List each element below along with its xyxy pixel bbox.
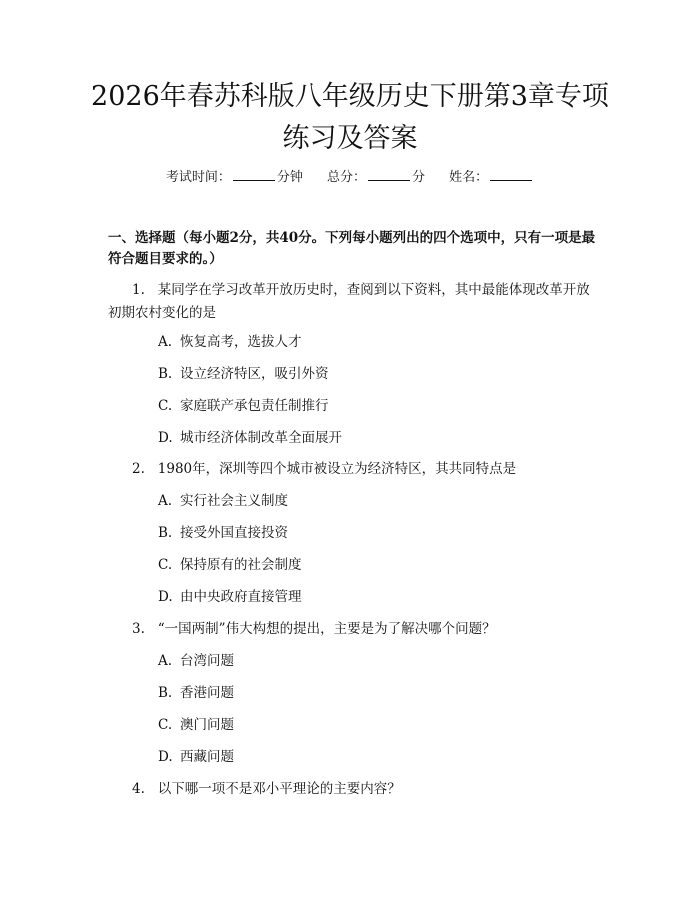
option-letter: D. xyxy=(158,589,173,605)
option-2c[interactable] xyxy=(158,555,302,575)
score-label: 总分： xyxy=(326,170,366,185)
option-3a[interactable] xyxy=(158,651,234,671)
score-unit: 分 xyxy=(412,170,426,185)
option-2d[interactable] xyxy=(158,587,302,607)
time-unit: 分钟 xyxy=(276,170,303,185)
exam-time xyxy=(166,168,303,188)
section-heading: 一、选择题（每小题2分，共40分。下列每小题列出的四个选项中，只有一项是最符合题目要求的。） xyxy=(108,230,596,267)
option-3d[interactable] xyxy=(158,747,234,767)
question-text: 1980年，深圳等四个城市被设立为经济特区，其共同特点是 xyxy=(157,461,517,477)
option-text: 由中央政府直接管理 xyxy=(180,589,302,605)
time-blank[interactable] xyxy=(233,168,275,181)
option-3b[interactable] xyxy=(158,683,234,703)
option-2b[interactable] xyxy=(158,523,288,543)
exam-name xyxy=(449,168,534,188)
option-text: 台湾问题 xyxy=(180,653,234,669)
option-1b[interactable] xyxy=(158,364,329,384)
question-2 xyxy=(108,458,603,481)
option-text: 城市经济体制改革全面展开 xyxy=(180,430,342,446)
option-letter: A. xyxy=(158,334,173,350)
page-title-line1: 2026年春苏科版八年级历史下册第3章专项 xyxy=(91,81,609,112)
option-text: 保持原有的社会制度 xyxy=(180,557,302,573)
option-letter: D. xyxy=(158,430,173,446)
option-text: 澳门问题 xyxy=(180,717,234,733)
exam-meta xyxy=(0,168,700,188)
option-letter: C. xyxy=(158,557,173,573)
question-4 xyxy=(108,778,603,801)
option-1a[interactable] xyxy=(158,332,302,352)
option-1d[interactable] xyxy=(158,428,342,448)
name-label: 姓名： xyxy=(449,170,489,185)
question-number: 3. xyxy=(132,621,145,637)
option-text: 恢复高考，选拔人才 xyxy=(180,334,302,350)
option-letter: C. xyxy=(158,398,173,414)
option-letter: C. xyxy=(158,717,173,733)
question-number: 1. xyxy=(132,282,145,298)
question-number: 2. xyxy=(132,461,145,477)
question-3 xyxy=(108,618,603,641)
option-letter: B. xyxy=(158,366,173,382)
option-3c[interactable] xyxy=(158,715,234,735)
option-text: 实行社会主义制度 xyxy=(180,493,288,509)
question-number: 4. xyxy=(132,781,145,797)
option-text: 家庭联产承包责任制推行 xyxy=(180,398,329,414)
option-letter: B. xyxy=(158,685,173,701)
time-label: 考试时间： xyxy=(165,170,231,185)
page-title-line2: 练习及答案 xyxy=(282,123,418,154)
option-letter: D. xyxy=(158,749,173,765)
option-1c[interactable] xyxy=(158,396,329,416)
exam-score xyxy=(327,168,425,188)
option-letter: B. xyxy=(158,525,173,541)
question-1 xyxy=(108,279,603,325)
name-blank[interactable] xyxy=(490,168,532,181)
option-letter: A. xyxy=(158,493,173,509)
option-text: 设立经济特区，吸引外资 xyxy=(180,366,329,382)
score-blank[interactable] xyxy=(368,168,410,181)
option-text: 接受外国直接投资 xyxy=(180,525,288,541)
option-2a[interactable] xyxy=(158,491,288,511)
question-text: 某同学在学习改革开放历史时，查阅到以下资料，其中最能体现改革开放初期农村变化的是 xyxy=(108,282,590,321)
question-text: “一国两制”伟大构想的提出，主要是为了解决哪个问题？ xyxy=(157,621,496,637)
option-letter: A. xyxy=(158,653,173,669)
option-text: 香港问题 xyxy=(180,685,234,701)
question-text: 以下哪一项不是邓小平理论的主要内容？ xyxy=(157,781,401,797)
option-text: 西藏问题 xyxy=(180,749,234,765)
